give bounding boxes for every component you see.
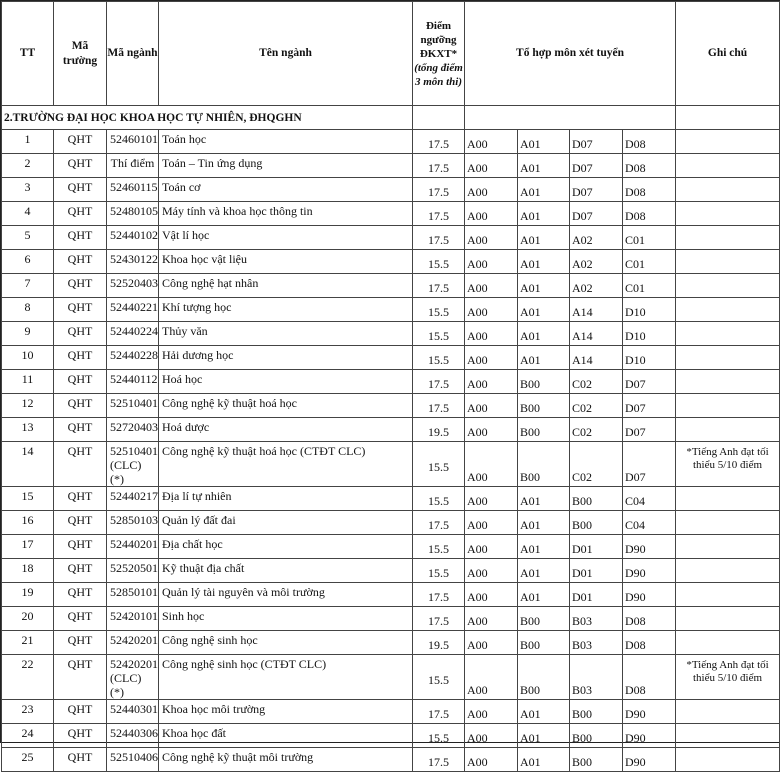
cell-combo-4: D08 bbox=[623, 178, 676, 202]
cell-combo-2: A01 bbox=[518, 748, 570, 772]
cell-combo-4: C04 bbox=[623, 487, 676, 511]
cell-combo-1: A00 bbox=[465, 178, 518, 202]
cell-note bbox=[676, 130, 780, 154]
cell-major-name: Khoa học vật liệu bbox=[159, 250, 413, 274]
header-score-main: Điểm ngưỡng ĐKXT* bbox=[419, 19, 458, 60]
cell-combo-2: B00 bbox=[518, 370, 570, 394]
cell-score: 17.5 bbox=[413, 511, 465, 535]
cell-tt: 10 bbox=[2, 346, 54, 370]
cell-note bbox=[676, 418, 780, 442]
cell-combo-1: A00 bbox=[465, 442, 518, 487]
cell-score: 17.5 bbox=[413, 370, 465, 394]
table-row bbox=[2, 748, 780, 772]
cell-combo-4: D07 bbox=[623, 394, 676, 418]
cell-combo-2: A01 bbox=[518, 559, 570, 583]
cell-combo-1: A00 bbox=[465, 700, 518, 724]
cell-combo-4: D08 bbox=[623, 130, 676, 154]
cell-score: 17.5 bbox=[413, 274, 465, 298]
cell-major-name: Toán – Tin ứng dụng bbox=[159, 154, 413, 178]
cell-combo-3: A02 bbox=[570, 274, 623, 298]
cell-major-name: Công nghệ kỹ thuật hoá học (CTĐT CLC) bbox=[159, 442, 413, 487]
cell-school-code: QHT bbox=[54, 130, 107, 154]
cell-note bbox=[676, 487, 780, 511]
cell-major-code: 52510401 bbox=[107, 394, 159, 418]
cell-tt: 20 bbox=[2, 607, 54, 631]
cell-score: 15.5 bbox=[413, 559, 465, 583]
cell-combo-4: D90 bbox=[623, 559, 676, 583]
cell-school-code: QHT bbox=[54, 442, 107, 487]
cell-note: *Tiếng Anh đạt tối thiểu 5/10 điểm bbox=[676, 655, 780, 700]
cell-major-code: 52440217 bbox=[107, 487, 159, 511]
cell-tt: 13 bbox=[2, 418, 54, 442]
cell-combo-3: B00 bbox=[570, 748, 623, 772]
cell-score: 15.5 bbox=[413, 487, 465, 511]
cell-tt: 1 bbox=[2, 130, 54, 154]
table-row bbox=[2, 130, 780, 154]
cell-combo-1: A00 bbox=[465, 154, 518, 178]
table-row bbox=[2, 346, 780, 370]
cell-school-code: QHT bbox=[54, 724, 107, 748]
cell-score: 17.5 bbox=[413, 700, 465, 724]
cell-tt: 25 bbox=[2, 748, 54, 772]
cell-major-name: Hoá dược bbox=[159, 418, 413, 442]
cell-combo-4: D07 bbox=[623, 370, 676, 394]
cell-note bbox=[676, 154, 780, 178]
cell-tt: 4 bbox=[2, 202, 54, 226]
cell-tt: 8 bbox=[2, 298, 54, 322]
cell-major-code: 52440201 bbox=[107, 535, 159, 559]
cell-combo-3: B03 bbox=[570, 631, 623, 655]
cell-combo-3: C02 bbox=[570, 418, 623, 442]
cell-combo-3: A14 bbox=[570, 322, 623, 346]
table-row bbox=[2, 655, 780, 700]
cell-combo-2: A01 bbox=[518, 724, 570, 748]
cell-school-code: QHT bbox=[54, 394, 107, 418]
header-note: Ghi chú bbox=[676, 2, 780, 106]
cell-tt: 6 bbox=[2, 250, 54, 274]
cell-tt: 21 bbox=[2, 631, 54, 655]
table-row bbox=[2, 274, 780, 298]
cell-combo-1: A00 bbox=[465, 418, 518, 442]
cell-major-name: Khoa học đất bbox=[159, 724, 413, 748]
cell-major-code: 52520501 bbox=[107, 559, 159, 583]
cell-major-code: 52440224 bbox=[107, 322, 159, 346]
cell-combo-2: B00 bbox=[518, 655, 570, 700]
cell-major-name: Sinh học bbox=[159, 607, 413, 631]
cell-combo-2: A01 bbox=[518, 226, 570, 250]
cell-combo-3: B00 bbox=[570, 487, 623, 511]
cell-combo-4: C04 bbox=[623, 511, 676, 535]
cell-major-name: Khí tượng học bbox=[159, 298, 413, 322]
cell-score: 15.5 bbox=[413, 655, 465, 700]
cell-school-code: QHT bbox=[54, 748, 107, 772]
cell-combo-2: B00 bbox=[518, 394, 570, 418]
cell-combo-3: A14 bbox=[570, 298, 623, 322]
cell-major-name: Hoá học bbox=[159, 370, 413, 394]
cell-school-code: QHT bbox=[54, 274, 107, 298]
cell-school-code: QHT bbox=[54, 607, 107, 631]
cell-note bbox=[676, 394, 780, 418]
cell-score: 17.5 bbox=[413, 202, 465, 226]
table-row bbox=[2, 322, 780, 346]
cell-combo-4: D90 bbox=[623, 583, 676, 607]
cell-school-code: QHT bbox=[54, 418, 107, 442]
cell-score: 17.5 bbox=[413, 607, 465, 631]
cell-combo-3: A02 bbox=[570, 250, 623, 274]
table-row bbox=[2, 511, 780, 535]
cell-combo-3: C02 bbox=[570, 394, 623, 418]
cell-combo-3: B00 bbox=[570, 724, 623, 748]
cell-major-name: Quản lý tài nguyên và môi trường bbox=[159, 583, 413, 607]
cell-combo-4: D08 bbox=[623, 154, 676, 178]
cell-note bbox=[676, 346, 780, 370]
cell-note bbox=[676, 724, 780, 748]
table-row bbox=[2, 442, 780, 487]
table-row bbox=[2, 559, 780, 583]
cell-major-name: Công nghệ sinh học (CTĐT CLC) bbox=[159, 655, 413, 700]
cell-combo-2: A01 bbox=[518, 583, 570, 607]
cell-major-code: 52440228 bbox=[107, 346, 159, 370]
cell-combo-1: A00 bbox=[465, 298, 518, 322]
cell-combo-2: B00 bbox=[518, 631, 570, 655]
cell-combo-2: A01 bbox=[518, 511, 570, 535]
cell-school-code: QHT bbox=[54, 154, 107, 178]
cell-combo-4: D90 bbox=[623, 724, 676, 748]
table-row bbox=[2, 631, 780, 655]
cell-note: *Tiếng Anh đạt tối thiểu 5/10 điểm bbox=[676, 442, 780, 487]
cell-tt: 14 bbox=[2, 442, 54, 487]
cell-combo-3: A14 bbox=[570, 346, 623, 370]
cell-major-name: Công nghệ hạt nhân bbox=[159, 274, 413, 298]
section-title: 2.TRƯỜNG ĐẠI HỌC KHOA HỌC TỰ NHIÊN, ĐHQGHN bbox=[2, 106, 413, 130]
table-row bbox=[2, 418, 780, 442]
cell-school-code: QHT bbox=[54, 655, 107, 700]
cell-tt: 16 bbox=[2, 511, 54, 535]
cell-score: 17.5 bbox=[413, 226, 465, 250]
cell-major-code: Thí điểm bbox=[107, 154, 159, 178]
cell-major-code: 52510401 (CLC) (*) bbox=[107, 442, 159, 487]
cell-tt: 23 bbox=[2, 700, 54, 724]
cell-major-name: Công nghệ kỹ thuật hoá học bbox=[159, 394, 413, 418]
cell-tt: 9 bbox=[2, 322, 54, 346]
cell-school-code: QHT bbox=[54, 583, 107, 607]
cell-combo-2: A01 bbox=[518, 250, 570, 274]
cell-combo-2: A01 bbox=[518, 322, 570, 346]
cell-combo-1: A00 bbox=[465, 370, 518, 394]
table-row bbox=[2, 724, 780, 748]
cell-note bbox=[676, 631, 780, 655]
cell-school-code: QHT bbox=[54, 559, 107, 583]
cell-major-name: Kỹ thuật địa chất bbox=[159, 559, 413, 583]
cell-major-name: Thủy văn bbox=[159, 322, 413, 346]
cell-tt: 3 bbox=[2, 178, 54, 202]
cell-major-name: Máy tính và khoa học thông tin bbox=[159, 202, 413, 226]
cell-note bbox=[676, 607, 780, 631]
cell-combo-3: D07 bbox=[570, 130, 623, 154]
header-combos: Tổ hợp môn xét tuyển bbox=[465, 2, 676, 106]
cell-major-code: 52430122 bbox=[107, 250, 159, 274]
header-school-code: Mã trường bbox=[54, 2, 107, 106]
cell-combo-1: A00 bbox=[465, 607, 518, 631]
cell-note bbox=[676, 748, 780, 772]
cell-note bbox=[676, 178, 780, 202]
cell-combo-1: A00 bbox=[465, 748, 518, 772]
table-body bbox=[2, 2, 780, 772]
table-row bbox=[2, 700, 780, 724]
cell-score: 17.5 bbox=[413, 130, 465, 154]
cell-combo-3: B00 bbox=[570, 511, 623, 535]
header-score bbox=[413, 2, 465, 106]
cell-score: 17.5 bbox=[413, 394, 465, 418]
cell-tt: 18 bbox=[2, 559, 54, 583]
table-row bbox=[2, 154, 780, 178]
cell-combo-2: A01 bbox=[518, 274, 570, 298]
cell-school-code: QHT bbox=[54, 700, 107, 724]
cell-major-code: 52520403 bbox=[107, 274, 159, 298]
cell-combo-4: C01 bbox=[623, 274, 676, 298]
section-row bbox=[2, 106, 780, 130]
cell-combo-1: A00 bbox=[465, 583, 518, 607]
cell-major-code: 52720403 bbox=[107, 418, 159, 442]
cell-combo-2: A01 bbox=[518, 700, 570, 724]
cell-major-name: Toán cơ bbox=[159, 178, 413, 202]
cell-school-code: QHT bbox=[54, 631, 107, 655]
cell-note bbox=[676, 250, 780, 274]
table-row bbox=[2, 535, 780, 559]
table-row bbox=[2, 178, 780, 202]
cell-note bbox=[676, 322, 780, 346]
cell-tt: 2 bbox=[2, 154, 54, 178]
cell-note bbox=[676, 535, 780, 559]
header-score-note: (tổng điểm 3 môn thi) bbox=[414, 61, 463, 88]
cell-note bbox=[676, 298, 780, 322]
cell-combo-4: D10 bbox=[623, 298, 676, 322]
cell-combo-3: D01 bbox=[570, 559, 623, 583]
cell-school-code: QHT bbox=[54, 346, 107, 370]
cell-combo-2: A01 bbox=[518, 178, 570, 202]
cell-major-code: 52420201 bbox=[107, 631, 159, 655]
cell-combo-1: A00 bbox=[465, 724, 518, 748]
cell-combo-1: A00 bbox=[465, 511, 518, 535]
cell-school-code: QHT bbox=[54, 298, 107, 322]
cell-combo-3: C02 bbox=[570, 370, 623, 394]
cell-combo-4: C01 bbox=[623, 226, 676, 250]
cell-combo-3: B00 bbox=[570, 700, 623, 724]
cell-major-code: 52420201 (CLC) (*) bbox=[107, 655, 159, 700]
cell-tt: 11 bbox=[2, 370, 54, 394]
cell-combo-2: A01 bbox=[518, 487, 570, 511]
table-row bbox=[2, 370, 780, 394]
table-row bbox=[2, 394, 780, 418]
cell-tt: 19 bbox=[2, 583, 54, 607]
header-tt: TT bbox=[2, 2, 54, 106]
cell-school-code: QHT bbox=[54, 535, 107, 559]
cell-major-code: 52850103 bbox=[107, 511, 159, 535]
cell-combo-1: A00 bbox=[465, 487, 518, 511]
cell-combo-4: D08 bbox=[623, 655, 676, 700]
cell-school-code: QHT bbox=[54, 178, 107, 202]
cell-combo-2: A01 bbox=[518, 202, 570, 226]
cell-major-code: 52440306 bbox=[107, 724, 159, 748]
cell-combo-1: A00 bbox=[465, 202, 518, 226]
cell-combo-1: A00 bbox=[465, 322, 518, 346]
cell-combo-3: A02 bbox=[570, 226, 623, 250]
cell-major-code: 52440301 bbox=[107, 700, 159, 724]
cell-combo-4: D90 bbox=[623, 700, 676, 724]
cell-combo-3: D07 bbox=[570, 202, 623, 226]
admission-table bbox=[1, 1, 780, 772]
cell-score: 15.5 bbox=[413, 250, 465, 274]
cell-major-code: 52440221 bbox=[107, 298, 159, 322]
table-row bbox=[2, 250, 780, 274]
cell-combo-2: B00 bbox=[518, 418, 570, 442]
cell-combo-1: A00 bbox=[465, 655, 518, 700]
cell-combo-4: C01 bbox=[623, 250, 676, 274]
cell-combo-4: D10 bbox=[623, 346, 676, 370]
cell-score: 15.5 bbox=[413, 535, 465, 559]
cell-combo-4: D07 bbox=[623, 418, 676, 442]
cell-school-code: QHT bbox=[54, 322, 107, 346]
cell-tt: 5 bbox=[2, 226, 54, 250]
cell-school-code: QHT bbox=[54, 511, 107, 535]
cell-combo-3: D01 bbox=[570, 583, 623, 607]
cell-combo-1: A00 bbox=[465, 394, 518, 418]
cell-major-name: Công nghệ sinh học bbox=[159, 631, 413, 655]
cell-major-code: 52420101 bbox=[107, 607, 159, 631]
cell-combo-4: D90 bbox=[623, 748, 676, 772]
cell-note bbox=[676, 583, 780, 607]
cell-note bbox=[676, 700, 780, 724]
cell-combo-1: A00 bbox=[465, 250, 518, 274]
cell-major-name: Công nghệ kỹ thuật môi trường bbox=[159, 748, 413, 772]
cell-tt: 7 bbox=[2, 274, 54, 298]
cell-combo-1: A00 bbox=[465, 130, 518, 154]
table-row bbox=[2, 298, 780, 322]
table-row bbox=[2, 226, 780, 250]
cell-score: 19.5 bbox=[413, 631, 465, 655]
cell-major-name: Địa chất học bbox=[159, 535, 413, 559]
cell-combo-3: B03 bbox=[570, 607, 623, 631]
cell-major-name: Địa lí tự nhiên bbox=[159, 487, 413, 511]
cell-combo-2: A01 bbox=[518, 535, 570, 559]
cell-note bbox=[676, 226, 780, 250]
cell-school-code: QHT bbox=[54, 202, 107, 226]
cell-combo-1: A00 bbox=[465, 346, 518, 370]
cell-school-code: QHT bbox=[54, 250, 107, 274]
cell-score: 17.5 bbox=[413, 583, 465, 607]
cell-major-code: 52460101 bbox=[107, 130, 159, 154]
cell-combo-3: C02 bbox=[570, 442, 623, 487]
cell-note bbox=[676, 559, 780, 583]
cell-score: 15.5 bbox=[413, 724, 465, 748]
cell-tt: 22 bbox=[2, 655, 54, 700]
cell-combo-4: D10 bbox=[623, 322, 676, 346]
cell-major-name: Quản lý đất đai bbox=[159, 511, 413, 535]
cell-combo-1: A00 bbox=[465, 559, 518, 583]
cell-tt: 17 bbox=[2, 535, 54, 559]
cell-combo-3: D01 bbox=[570, 535, 623, 559]
cell-major-code: 52440112 bbox=[107, 370, 159, 394]
cell-major-code: 52510406 bbox=[107, 748, 159, 772]
cell-combo-1: A00 bbox=[465, 631, 518, 655]
cell-combo-1: A00 bbox=[465, 535, 518, 559]
cell-school-code: QHT bbox=[54, 487, 107, 511]
cell-tt: 24 bbox=[2, 724, 54, 748]
cell-major-code: 52440102 bbox=[107, 226, 159, 250]
cell-score: 15.5 bbox=[413, 322, 465, 346]
cell-major-code: 52850101 bbox=[107, 583, 159, 607]
cell-note bbox=[676, 202, 780, 226]
cell-major-code: 52480105 bbox=[107, 202, 159, 226]
table-row bbox=[2, 583, 780, 607]
cell-combo-4: D90 bbox=[623, 535, 676, 559]
cell-combo-4: D08 bbox=[623, 607, 676, 631]
cell-score: 17.5 bbox=[413, 154, 465, 178]
cell-major-name: Khoa học môi trường bbox=[159, 700, 413, 724]
header-row bbox=[2, 2, 780, 106]
cell-note bbox=[676, 511, 780, 535]
cell-combo-2: B00 bbox=[518, 607, 570, 631]
cell-tt: 15 bbox=[2, 487, 54, 511]
cell-score: 15.5 bbox=[413, 442, 465, 487]
cell-combo-3: D07 bbox=[570, 178, 623, 202]
table-row bbox=[2, 487, 780, 511]
cell-major-code: 52460115 bbox=[107, 178, 159, 202]
cell-combo-4: D08 bbox=[623, 631, 676, 655]
table-row bbox=[2, 607, 780, 631]
cell-combo-3: D07 bbox=[570, 154, 623, 178]
cell-school-code: QHT bbox=[54, 370, 107, 394]
cell-combo-4: D07 bbox=[623, 442, 676, 487]
cell-combo-1: A00 bbox=[465, 274, 518, 298]
cell-major-name: Hải dương học bbox=[159, 346, 413, 370]
header-major-name: Tên ngành bbox=[159, 2, 413, 106]
cell-score: 15.5 bbox=[413, 298, 465, 322]
cell-score: 15.5 bbox=[413, 346, 465, 370]
cell-combo-1: A00 bbox=[465, 226, 518, 250]
cell-score: 17.5 bbox=[413, 178, 465, 202]
cell-score: 17.5 bbox=[413, 748, 465, 772]
cell-combo-2: A01 bbox=[518, 346, 570, 370]
cell-major-name: Toán học bbox=[159, 130, 413, 154]
cell-combo-2: B00 bbox=[518, 442, 570, 487]
cell-major-name: Vật lí học bbox=[159, 226, 413, 250]
cell-score: 19.5 bbox=[413, 418, 465, 442]
cell-combo-4: D08 bbox=[623, 202, 676, 226]
cell-combo-3: B03 bbox=[570, 655, 623, 700]
cell-note bbox=[676, 274, 780, 298]
cell-combo-2: A01 bbox=[518, 298, 570, 322]
table-row bbox=[2, 202, 780, 226]
cell-tt: 12 bbox=[2, 394, 54, 418]
cell-note bbox=[676, 370, 780, 394]
header-major-code: Mã ngành bbox=[107, 2, 159, 106]
cell-combo-2: A01 bbox=[518, 154, 570, 178]
cell-combo-2: A01 bbox=[518, 130, 570, 154]
cell-school-code: QHT bbox=[54, 226, 107, 250]
